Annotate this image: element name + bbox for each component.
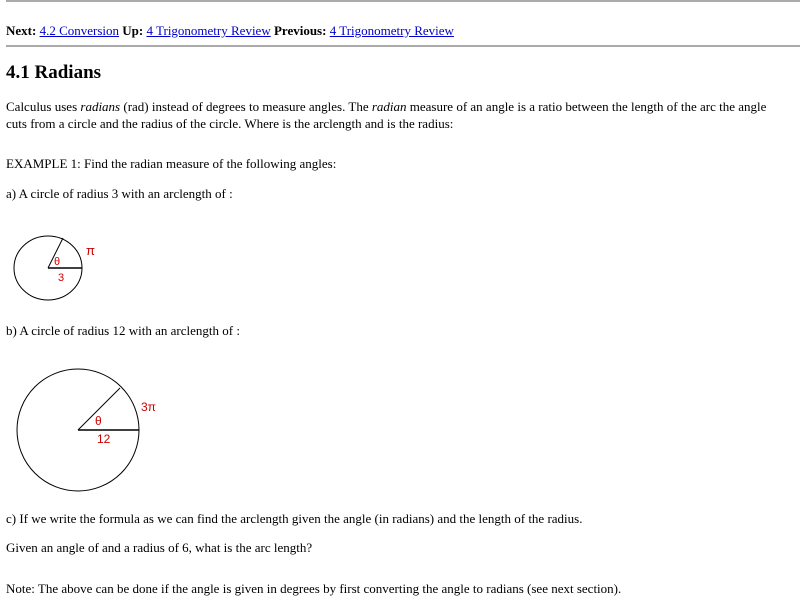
next-label: Next: xyxy=(6,23,37,38)
circle-diagram-b xyxy=(0,365,180,505)
intro-em: radians xyxy=(80,99,121,114)
circle-diagram-a xyxy=(0,225,120,305)
intro-text: Calculus uses xyxy=(6,99,81,114)
part-c-text: c) If we write the formula as we can find the arclength given the angle (in radians) and the length of the radius. xyxy=(6,511,583,526)
intro-text: measure of an angle is a ratio between the length of the arc the angle cuts from a circle and the radius of the circle. Where is the arclength and is the radius: xyxy=(6,99,767,131)
nav-divider xyxy=(6,45,800,47)
arc-label: 3π xyxy=(141,400,156,414)
angle-label: θ xyxy=(54,256,61,268)
previous-link[interactable]: 4 Trigonometry Review xyxy=(329,23,454,38)
part-b-text: b) A circle of radius 12 with an arclength of : xyxy=(6,323,240,338)
arc-label: π xyxy=(86,243,95,258)
top-divider xyxy=(6,0,800,2)
radius-label: 12 xyxy=(97,432,111,446)
up-link[interactable]: 4 Trigonometry Review xyxy=(146,23,271,38)
angle-label: θ xyxy=(95,414,102,428)
given-text: Given an angle of and a radius of 6, what is the arc length? xyxy=(6,540,313,555)
next-link[interactable]: 4.2 Conversion xyxy=(39,23,120,38)
up-label: Up: xyxy=(122,23,144,38)
radius-label: 3 xyxy=(58,272,65,284)
nav-bar xyxy=(6,23,454,39)
note-text: Note: The above can be done if the angle is given in degrees by first converting the angle to radians (see next section). xyxy=(6,581,622,596)
part-a-text: a) A circle of radius 3 with an arclength of : xyxy=(6,186,233,201)
intro-em: radian xyxy=(371,99,407,114)
page-title: 4.1 Radians xyxy=(6,62,102,83)
example-heading: EXAMPLE 1: Find the radian measure of the following angles: xyxy=(6,156,337,171)
previous-label: Previous: xyxy=(273,23,327,38)
intro-paragraph xyxy=(6,98,786,132)
intro-text: (rad) instead of degrees to measure angles. The xyxy=(120,99,372,114)
